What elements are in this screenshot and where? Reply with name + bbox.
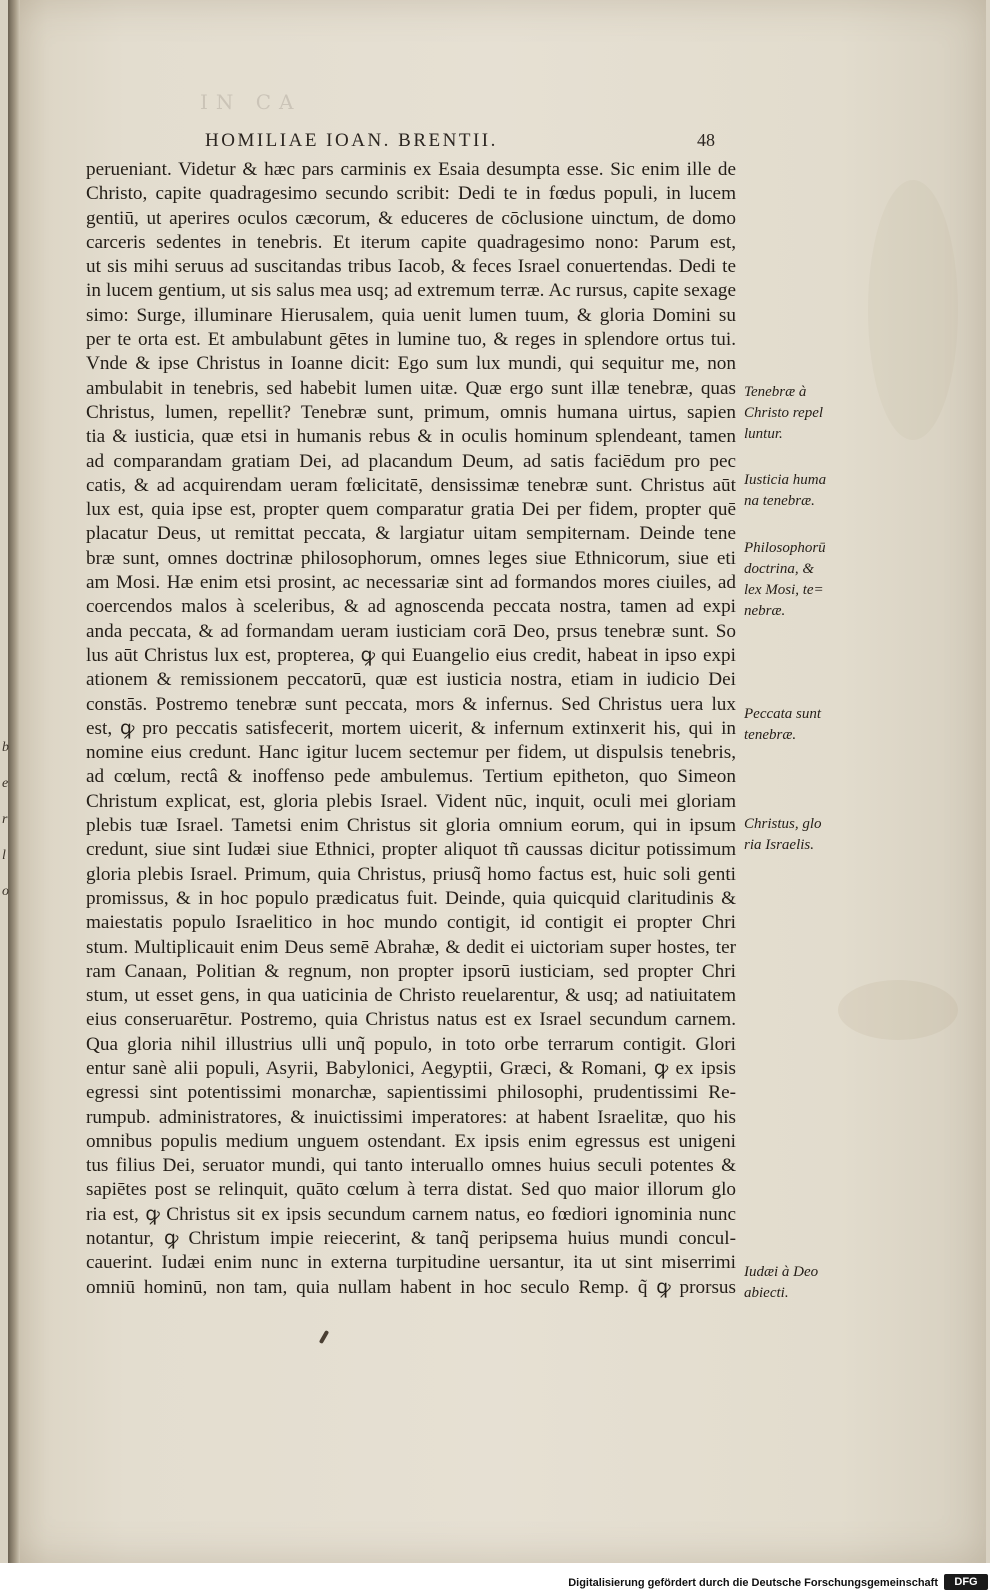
bleed-through-text: IN CA <box>200 90 302 114</box>
marginal-note-line: na tenebræ. <box>744 493 815 509</box>
text-line: plebis tuæ Israel. Tametsi enim Christus sit gloria omnium eorum, qui in ipsum <box>86 815 736 837</box>
text-line: catis, & ad acquirendam ueram fœlicitatē, densissimæ tenebræ sunt. Christus aūt <box>86 474 736 496</box>
funding-credit: Digitalisierung gefördert durch die Deutsche Forschungsgemeinschaft <box>568 1577 938 1589</box>
text-line: ad comparandam gratiam Dei, ad placandum Deum, ad satis faciēdum pro pec <box>86 450 736 472</box>
dfg-logo: DFG <box>944 1574 988 1590</box>
text-line: lux est, quia ipse est, propter quem comparatur gratia Dei per fidem, propter quē <box>86 499 736 521</box>
marginal-note-line: lex Mosi, te= <box>744 582 824 598</box>
text-line: simo: Surge, illuminare Hierusalem, quia uenit lumen tuum, & gloria Domini su <box>86 304 736 326</box>
marginal-note-line: Christus, glo <box>744 816 822 832</box>
stain <box>868 180 958 440</box>
marginal-note-line: doctrina, & <box>744 561 814 577</box>
text-line: maiestatis populo Israelitico in hoc mundo contigit, id contigit ei propter Chri <box>86 912 736 934</box>
facing-page-letter: l <box>2 848 6 863</box>
text-line: stum. Multiplicauit enim Deus semē Abrahæ, & dedit ei uictoriam super hostes, ter <box>86 936 736 958</box>
text-line: placatur Deus, ut remittat peccata, & largiatur uitam sempiternam. Deinde tene <box>86 523 736 545</box>
text-line: entur sanè alii populi, Asyrii, Babylonici, Aegyptii, Græci, & Romani, ꝙ ex ipsis <box>86 1057 736 1079</box>
text-line: est, ꝙ pro peccatis satisfecerit, mortem uicerit, & infernum extinxerit his, qui in <box>86 717 736 739</box>
text-line: anda peccata, & ad formandam ueram iusticiam corā Deo, prsus tenebræ sunt. So <box>86 620 736 642</box>
text-line: omniū hominū, non tam, quia nullam habent in hoc seculo Remp. q̃ ꝙ prorsus <box>86 1276 736 1298</box>
text-line: notantur, ꝙ Christum impie reiecerint, & tanq̃ peripsema huius mundi concul- <box>86 1228 736 1250</box>
text-line: per te orta est. Et ambulabunt gētes in lumine tuo, & reges in splendore ortus tui. <box>86 329 736 351</box>
text-line: nomine eius credunt. Hanc igitur lucem sectemur per fidem, ut dispulsis tenebris, <box>86 742 736 764</box>
marginal-note-line: Tenebræ à <box>744 384 807 400</box>
text-line: credunt, siue sint Iudæi siue Ethnici, propter aliquot tñ caussas dicitur potissimum <box>86 839 736 861</box>
text-line: ationem & remissionem peccatorū, quæ est iusticia nostra, etiam in iudicio Dei <box>86 669 736 691</box>
marginal-note <box>744 1262 818 1304</box>
marginal-note <box>744 382 823 445</box>
text-line: constās. Postremo tenebræ sunt peccata, mors & infernus. Sed Christus uera lux <box>86 693 736 715</box>
binding-gutter <box>8 0 20 1563</box>
text-line: Christus, lumen, repellit? Tenebræ sunt, primum, omnis humana uirtus, sapien <box>86 401 736 423</box>
text-line: tia & iusticia, quæ etsi in humanis rebus & in oculis hominum splendeant, tamen <box>86 426 736 448</box>
text-line: cauerint. Iudæi enim nunc in externa turpitudine uersantur, ita ut sint miserrimi <box>86 1252 736 1274</box>
text-line: Qua gloria nihil illustrius ulli unq̃ populo, in toto orbe terrarum contigit. Glori <box>86 1033 736 1055</box>
text-line: ambulabit in tenebris, sed habebit lumen uitæ. Quæ ergo sunt illæ tenebræ, quas <box>86 377 736 399</box>
facing-page-letter: e <box>2 776 9 791</box>
text-line: bræ sunt, omnes doctrinæ philosophorum, omnes leges siue Ethnicorum, siue eti <box>86 547 736 569</box>
text-line: carceris sedentes in tenebris. Et iterum capite quadragesimo nono: Parum est, <box>86 231 736 253</box>
text-line: perueniant. Videtur & hæc pars carminis ex Esaia desumpta esse. Sic enim ille de <box>86 159 736 180</box>
marginal-note-line: abiecti. <box>744 1285 789 1301</box>
marginal-note-line: Christo repel <box>744 405 824 421</box>
text-line: ad cœlum, rectâ & inoffenso pede ambulemus. Tertium epitheton, quo Simeon <box>86 766 736 788</box>
text-line: omnibus populis medium unguem ostendant. Ex ipsis enim egressus est unigeni <box>86 1130 736 1152</box>
text-line: sapiētes post se relinquit, quāto cœlum à terra distat. Sed quo maior illorum glo <box>86 1179 736 1201</box>
text-line: am Mosi. Hæ enim etsi prosint, ac necessariæ sint ad formandos mores ciuiles, ad <box>86 572 736 594</box>
main-text-block <box>86 158 736 1300</box>
text-line: gentiū, ut aperires oculos cæcorum, & educeres de cōclusione uinctum, de domo <box>86 207 736 229</box>
marginal-note <box>744 470 826 512</box>
text-line: coercendos malos à sceleribus, & ad agnoscenda peccata nostra, tamen ad expi <box>86 596 736 618</box>
marginal-note <box>744 704 821 746</box>
text-line: Vnde & ipse Christus in Ioanne dicit: Ego sum lux mundi, qui sequitur me, non <box>86 353 736 375</box>
marginal-note-line: luntur. <box>744 426 783 442</box>
marginal-note-line: Philosophorū <box>744 540 826 556</box>
text-line: Christum explicat, est, gloria plebis Israel. Vident nūc, inquit, oculi mei gloriam <box>86 790 736 812</box>
text-line: eius conseruarētur. Postremo, quia Christus natus est ex Israel secundum carnem. <box>86 1009 736 1031</box>
text-line: in lucem gentium, ut sis salus mea usq; ad extremum terræ. Ac rursus, capite sexage <box>86 280 736 302</box>
marginal-note <box>744 538 826 622</box>
marginal-note <box>744 814 822 856</box>
text-line: stum, ut esset gens, in qua uaticinia de Christo reuelarentur, & usq; ad natiuitatem <box>86 985 736 1007</box>
marginal-note-line: Iusticia huma <box>744 472 827 488</box>
marginal-note-line: nebræ. <box>744 603 786 619</box>
marginal-note-line: Peccata sunt <box>744 706 822 722</box>
text-line: Christo, capite quadragesimo secundo scribit: Dedi te in fœdus populi, in lucem <box>86 183 736 205</box>
text-line: gloria plebis Israel. Primum, quia Christus, priusq̃ homo factus est, huic soli genti <box>86 863 736 885</box>
marginal-note-line: ria Israelis. <box>744 837 815 853</box>
facing-page-letter: b <box>2 740 9 755</box>
text-line: ut sis mihi seruus ad suscitandas tribus Iacob, & feces Israel conuertendas. Dedi te <box>86 256 736 278</box>
facing-page-letter: o <box>2 884 9 899</box>
text-line: lus aūt Christus lux est, propterea, ꝙ qui Euangelio eius credit, habeat in ipso expi <box>86 644 736 666</box>
text-line: tus filius Dei, seruator mundi, qui tanto interuallo omnes huius seculi potentes & <box>86 1155 736 1177</box>
marginal-note-line: Iudæi à Deo <box>744 1264 819 1280</box>
text-line: rumpub. administratores, & inuictissimi imperatores: at habent Israelitæ, quo his <box>86 1106 736 1128</box>
text-line: egressi sint potentissimi monarchæ, sapientissimi philosophi, prudentissimi Re- <box>86 1082 736 1104</box>
running-head: HOMILIAE IOAN. BRENTII. <box>205 130 498 151</box>
facing-page-letter: r <box>2 812 8 827</box>
stain <box>838 980 958 1040</box>
text-line: ria est, ꝙ Christus sit ex ipsis secundum carnem natus, eo fœdiori ignominia nunc <box>86 1203 736 1225</box>
marginal-note-line: tenebræ. <box>744 727 797 743</box>
text-line: promissus, & in hoc populo prædicatus fuit. Deinde, quia quicquid claritudinis & <box>86 887 736 909</box>
folio-number: 48 <box>697 130 715 150</box>
text-line: ram Canaan, Politian & regnum, non propter ipsorū iusticiam, sed propter Chri <box>86 960 736 982</box>
